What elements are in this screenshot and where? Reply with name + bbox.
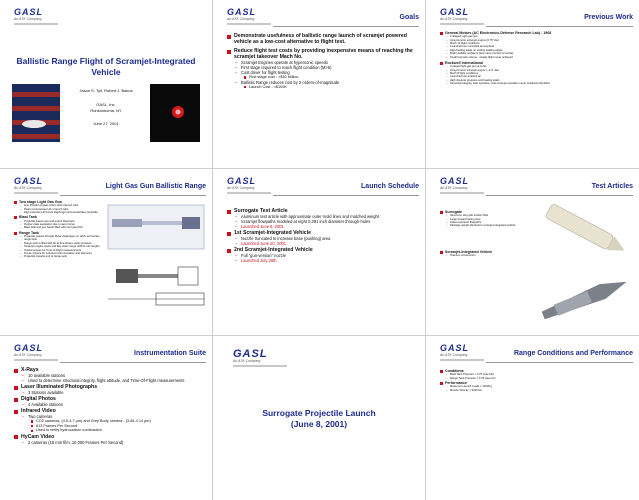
gasl-logo: GASL An ATK Company [14,177,58,194]
gasl-logo: GASL An ATK Company [14,8,58,25]
sub-bullet: – High dynamic pressure and heating loads [440,79,633,82]
sub-bullet: – Axisymmetric scramjet engine (0.75" dia) [440,39,633,42]
sub-bullet: – First stage required to reach flight condition (M>6) [227,65,419,70]
slide-title: Goals [399,14,419,21]
sub-bullet: – Gun Powder propels piston down launch tube [14,204,104,207]
sub-bullet: – Scramjet flowpaths modeled at eight 0.391 inch diameter through-holes [227,219,419,224]
slide-1[interactable] [0,0,212,168]
sub-bullet: – 3 Stations available [14,390,206,395]
sub-bullet: – Launched June 20, 2001 [227,241,419,246]
sub-sub-bullet: Used to verify hydrocarbon combustion [14,428,206,433]
bullet: Laser Illuminated Photographs [14,384,206,390]
slide-2[interactable] [213,0,425,168]
slide-title: Launch Schedule [361,183,419,190]
sub-bullet: – Projectile passes through Mylar diaphragm (or HAX) and enters range tank [14,235,104,242]
bullet: Surrogate [440,210,529,214]
sub-bullet: – Two cameras [14,414,206,419]
sub-bullet: – Projectile leaves gun and enters blast tank [14,220,104,223]
slide-6[interactable] [426,169,639,335]
gasl-logo: GASL An ATK Company [227,177,271,194]
slide-5[interactable] [213,169,425,335]
sub-bullet: – Range Tank Pressure = 0.78 psia (Air) [440,377,633,380]
city: Ronkonkoma, NY [90,108,122,113]
slide-subtitle: (June 8, 2001) [290,419,348,429]
sub-bullet: – Launched July 26th [227,258,419,263]
sub-bullet: – Nozzle truncated to increase base (pushing) area [227,236,419,241]
sub-bullet: – Titanium construction [440,254,529,257]
bullet: X-Rays [14,367,206,373]
bullet: 1st Scramjet-Integrated Vehicle [227,230,419,236]
sub-bullet: – 4 Available stations [14,402,206,407]
sub-bullet: – Blast tank and gun barrel filled with inert gas (N2) [14,226,104,229]
bullet: Conditions [440,369,633,373]
gasl-logo: GASL An ATK Company [440,177,484,194]
bullet: Demonstrate usefulness of ballistic range launch of scramjet powered vehicle as a low-cost alternative to flight test. [227,33,419,45]
sub-bullet: – Launched into ambient air [440,75,633,78]
slide-title: Surrogate Projectile Launch [262,408,376,418]
slide-4[interactable] [0,169,212,335]
sub-bullet: – Range tank is filled with air at free stream static pressure [14,242,104,245]
gasl-logo: GASL An ATK Company [233,350,287,367]
sub-sub-bullet: First stage cost - >$10 Million [227,75,419,80]
bullet: Reduce flight test costs by providing inexpensive means of reaching the scramjet takeover Mach No. [227,48,419,60]
sub-bullet: – Projectile impacts end of range tank [14,255,104,258]
bullet: General Motors (AC Electronics-Defense Research Lab) - 1968 [440,31,633,35]
bullet: Performance [440,381,633,385]
sub-bullet: – Small fuel tank volume - steady flight never achieved [440,56,633,59]
gasl-logo: GASL An ATK Company [440,344,484,361]
bullet: Infrared Video [14,408,206,414]
sub-bullet: – Full "gun-version" nozzle [227,253,419,258]
sub-sub-bullet: CO2 cameras, (4.5-4.7 µm) and Grey Body camera - (3.84-4.14 µm) [14,419,206,424]
sub-bullet: – Large forward facing step [440,218,529,221]
sub-bullet: – Flight stability problems (low mass moment of inertia) [440,52,633,55]
bullet: Range Tank [14,231,104,235]
test-article-photos [534,199,634,329]
slide-7[interactable] [0,336,212,500]
sub-bullet: – Ballistic Range reduces cost by 2 orders-of-magnitude [227,80,419,85]
sub-bullet: – 10 available stations [14,373,206,378]
sub-bullet: – Launched into controlled atmosphere [440,45,633,48]
sub-bullet: – Scramjet engine starts and flies down range (180-ft max length) [14,245,104,248]
sub-bullet: – Maximum Launch Loads = 12000 g [440,385,633,388]
sub-bullet: – Structural integrity, inlet operation, and scramjet operation never positively identified [440,82,633,85]
launch-photo [150,84,200,142]
sub-bullet: – Aluminum slug with similar OML [440,214,529,217]
bullet: Surrogate Test Article [227,208,419,214]
sub-bullet: – Aluminum test article with approximate outer mold lines and matched weight [227,214,419,219]
sub-bullet: – High pressure H2 bursts diaphragm and accelerates projectile [14,211,104,214]
bullet: 2nd Scramjet-Integrated Vehicle [227,247,419,253]
sub-bullet: – Launched June 8, 2001 [227,224,419,229]
sub-bullet: – Mach 8 flight conditions [440,72,633,75]
bullet: Two stage Light Gas Gun [14,200,104,204]
sub-bullet: – Piston compresses H2 in launch tube [14,208,104,211]
sub-bullet: – Blast Tank Pressure = 0.75 psia (N2) [440,373,633,376]
bullet: Blast Tank [14,215,104,219]
sub-bullet: – Axisymmetric scramjet engine (~4.0" dia) [440,69,633,72]
sub-bullet: – Holes represent flowpaths [440,221,529,224]
bullet: Digital Photos [14,396,206,402]
sub-sub-bullet: 613 Frames Per Second [14,424,206,429]
slide-title: Range Conditions and Performance [513,350,633,357]
organization: GASL, Inc. [96,102,116,107]
bullet: Scramjet-Integrated Vehicle [440,250,529,254]
gasl-logo: GASL An ATK Company [440,8,484,25]
sub-bullet: – 2-staged light gas gun at LLNL [440,65,633,68]
slide-3[interactable] [426,0,639,168]
sub-bullet: – Pusher plate separation due to aero forces [14,223,104,226]
sub-bullet: – High heating loads on scaling leading edges [440,49,633,52]
slide-9[interactable] [426,336,639,500]
gun-diagram [106,199,206,329]
slide-title: Previous Work [584,14,633,21]
sub-bullet: – Optical access for Time-of-Flight measurements [14,249,104,252]
sub-sub-bullet: Launch Cost - <$100K [227,85,419,90]
sub-bullet: – Scramjet Engines operate at hypersonic speeds [227,60,419,65]
sub-bullet: – Cost driver for flight testing [227,70,419,75]
date: June 27, 2001 [93,121,119,126]
sub-bullet: – Used to determine structural integrity, flight attitude, and Time-Of-Flight measurements [14,378,206,383]
gasl-logo: GASL An ATK Company [227,8,271,25]
gasl-logo: GASL An ATK Company [14,344,58,361]
sub-bullet: – Muzzle Velocity = 5220 ft/s [440,389,633,392]
sub-bullet: – Mach 12 flight conditions [440,42,633,45]
bullet: Rockwell International [440,61,633,65]
flag-photo [12,84,60,142]
sub-bullet: – 2-Staged Light gas gun [440,35,633,38]
sub-bullet: – Package weight identical to scramjet-integrated vehicle [440,224,529,227]
slide-title: Instrumentation Suite [134,350,206,357]
slide-title: Ballistic Range Flight of Scramjet-Integrated Vehicle [16,56,196,77]
bullet: HyCam Video [14,434,206,440]
sub-bullet: – Future options for onboard instrumentation and telemetry [14,252,104,255]
slide-8[interactable] [213,336,425,500]
authors: Jason S. Tyll, Robert J. Bakos [79,88,133,93]
slide-title: Light Gas Gun Ballistic Range [105,183,206,190]
sub-bullet: – 2 cameras (16 mm film, 10,000 Frames Per Second) [14,440,206,445]
slide-title: Test Articles [591,183,633,190]
